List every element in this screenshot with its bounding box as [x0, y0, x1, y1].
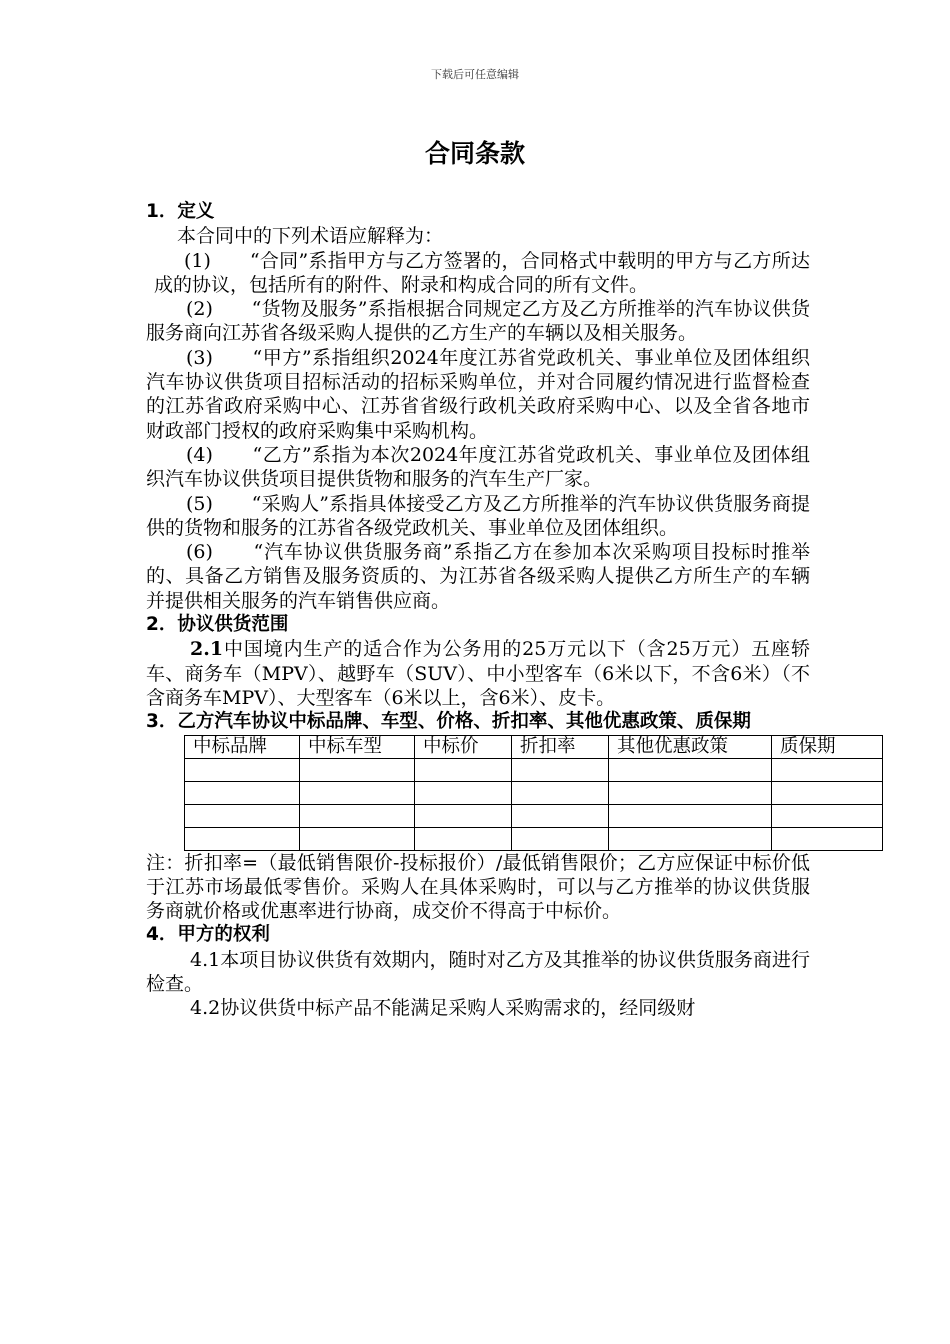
clause-number: 2.1: [190, 638, 224, 661]
section-1-heading: 1．定义: [146, 201, 215, 222]
header-note: 下载后可任意编辑: [431, 68, 519, 81]
table-cell[interactable]: [772, 804, 883, 827]
definition-item-4: (4) “乙方”系指为本次2024年度江苏省党政机关、事业单位及团体组织汽车协议供货项目提供货物和服务的汽车生产厂家。: [146, 443, 810, 491]
section-1-intro: 本合同中的下列术语应解释为：: [177, 225, 444, 248]
table-cell[interactable]: [772, 758, 883, 781]
table-row: [185, 827, 883, 850]
table-cell[interactable]: [300, 758, 415, 781]
discount-note: 注：折扣率=（最低销售限价-投标报价）/最低销售限价；乙方应保证中标价低于江苏市场最低零售价。采购人在具体采购时，可以与乙方推举的协议供货服务商就价格或优惠率进行协商，成交价不得高于中标价。: [146, 851, 810, 923]
table-cell[interactable]: [512, 758, 609, 781]
table-cell[interactable]: [415, 758, 512, 781]
section-4-heading: 4．甲方的权利: [146, 924, 270, 946]
table-header-row: [185, 735, 883, 758]
supply-scope-paragraph: [146, 637, 810, 710]
definition-item-6: (6) “汽车协议供货服务商”系指乙方在参加本次采购项目投标时推举的、具备乙方销售及服务资质的、为江苏省各级采购人提供乙方所生产的车辆并提供相关服务的汽车销售供应商。: [146, 541, 810, 612]
header-discount: 折扣率: [512, 735, 609, 758]
definition-item-2: (2) “货物及服务”系指根据合同规定乙方及乙方所推举的汽车协议供货服务商向江苏省各级采购人提供的乙方生产的车辆以及相关服务。: [146, 298, 810, 345]
table-cell[interactable]: [415, 804, 512, 827]
table-cell[interactable]: [185, 758, 300, 781]
rights-item-1: 4.1本项目协议供货有效期内，随时对乙方及其推举的协议供货服务商进行检查。: [146, 948, 810, 996]
definition-item-3: (3) “甲方”系指组织2024年度江苏省党政机关、事业单位及团体组织汽车协议供货项目招标活动的招标采购单位，并对合同履约情况进行监督检查的江苏省政府采购中心、江苏省省级行政机关政府采购中心、以及全省各地市财政部门授权的政府采购集中采购机构。: [146, 346, 810, 442]
rights-item-2: 4.2协议供货中标产品不能满足采购人采购需求的，经同级财: [190, 997, 696, 1020]
definition-item-1: (1) “合同”系指甲方与乙方签署的，合同格式中载明的甲方与乙方所达成的协议，包括所有的附件、附录和构成合同的所有文件。: [154, 249, 810, 296]
table-row: [185, 781, 883, 804]
table-cell[interactable]: [185, 804, 300, 827]
header-brand: 中标品牌: [185, 735, 300, 758]
document-title: 合同条款: [424, 139, 525, 168]
header-other-offers: 其他优惠政策: [609, 735, 772, 758]
header-model: 中标车型: [300, 735, 415, 758]
table-row: [185, 758, 883, 781]
header-price: 中标价: [415, 735, 512, 758]
header-warranty: 质保期: [772, 735, 883, 758]
table-cell[interactable]: [609, 758, 772, 781]
table-cell[interactable]: [512, 827, 609, 850]
document-body: [146, 200, 836, 1021]
table-cell[interactable]: [185, 827, 300, 850]
table-cell[interactable]: [300, 827, 415, 850]
section-2-heading: 2．协议供货范围: [146, 614, 289, 636]
table-cell[interactable]: [415, 827, 512, 850]
table-cell[interactable]: [609, 781, 772, 804]
table-row: [185, 804, 883, 827]
table-cell[interactable]: [300, 781, 415, 804]
table-cell[interactable]: [609, 804, 772, 827]
table-cell[interactable]: [609, 827, 772, 850]
section-3-heading: 3．乙方汽车协议中标品牌、车型、价格、折扣率、其他优惠政策、质保期: [146, 711, 751, 733]
table-cell[interactable]: [512, 781, 609, 804]
table-cell[interactable]: [512, 804, 609, 827]
table-cell[interactable]: [185, 781, 300, 804]
table-cell[interactable]: [415, 781, 512, 804]
table-cell[interactable]: [772, 781, 883, 804]
supply-scope-text: 中国境内生产的适合作为公务用的25万元以下（含25万元）五座轿车、商务车（MPV）、越野车（SUV）、中小型客车（6米以下，不含6米）（不含商务车MPV）、大型客车（6米以上，含6米）、皮卡。: [146, 638, 810, 709]
table-cell[interactable]: [772, 827, 883, 850]
bid-table: [184, 735, 883, 851]
definition-item-5: (5) “采购人”系指具体接受乙方及乙方所推举的汽车协议供货服务商提供的货物和服务的江苏省各级党政机关、事业单位及团体组织。: [146, 492, 810, 539]
table-cell[interactable]: [300, 804, 415, 827]
